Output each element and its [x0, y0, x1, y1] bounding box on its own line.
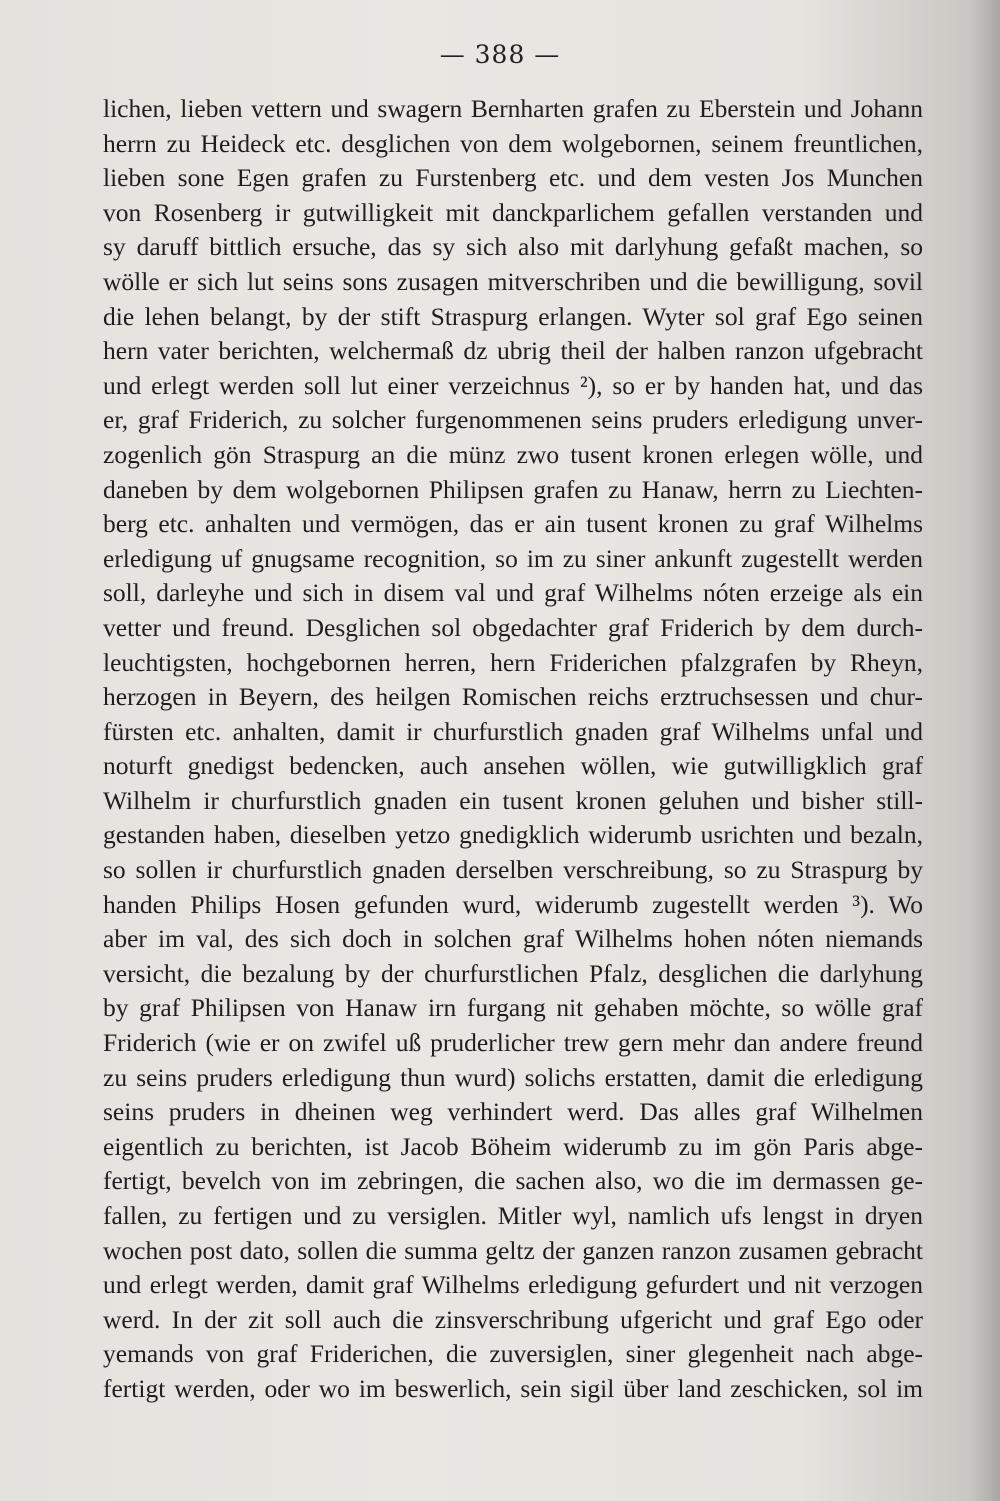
- text-line: und erlegt werden soll lut einer verzeichnus ²), so er by handen hat, und das: [103, 370, 923, 400]
- text-line: sy daruff bittlich ersuche, das sy sich also mit darlyhung gefaßt machen, so: [103, 232, 923, 262]
- text-line: herrn zu Heideck etc. desglichen von dem wolgebornen, seinem freuntlichen,: [103, 128, 923, 158]
- text-line: lichen, lieben vettern und swagern Bernharten grafen zu Eberstein und Johann: [103, 94, 923, 123]
- text-line: lieben sone Egen grafen zu Furstenberg etc. und dem vesten Jos Munchen: [103, 163, 923, 193]
- text-line: aber im val, des sich doch in solchen graf Wilhelms hohen nóten niemands: [103, 924, 923, 954]
- text-line: daneben by dem wolgebornen Philipsen grafen zu Hanaw, herrn zu Liechten-: [103, 474, 923, 504]
- text-line: leuchtigsten, hochgebornen herren, hern Friderichen pfalzgrafen by Rheyn,: [103, 647, 923, 677]
- text-line: vetter und freund. Desglichen sol obgedachter graf Friderich by dem durch-: [103, 612, 923, 642]
- page-number: — 388 —: [439, 40, 561, 69]
- text-line: herzogen in Beyern, des heilgen Romischen reichs erztruchsessen und chur-: [103, 682, 923, 712]
- body-text: [103, 92, 923, 1407]
- text-line: handen Philips Hosen gefunden wurd, widerumb zugestellt werden ³). Wo: [103, 889, 923, 919]
- text-line: fertigt werden, oder wo im beswerlich, sein sigil über land zeschicken, sol im: [103, 1373, 923, 1403]
- text-line: werd. In der zit soll auch die zinsverschribung ufgericht und graf Ego oder: [103, 1304, 923, 1334]
- text-line: und erlegt werden, damit graf Wilhelms erledigung gefurdert und nit verzogen: [103, 1270, 923, 1300]
- text-line: hern vater berichten, welchermaß dz ubrig theil der halben ranzon ufgebracht: [103, 336, 923, 366]
- text-line: gestanden haben, dieselben yetzo gnedigklich widerumb usrichten und bezaln,: [103, 820, 923, 850]
- text-line: soll, darleyhe und sich in disem val und graf Wilhelms nóten erzeige als ein: [103, 578, 923, 608]
- text-line: berg etc. anhalten und vermögen, das er ain tusent kronen zu graf Wilhelms: [103, 509, 923, 539]
- text-line: Friderich (wie er on zwifel uß pruderlicher trew gern mehr dan andere freund: [103, 1028, 923, 1058]
- text-line: fürsten etc. anhalten, damit ir churfurstlich gnaden graf Wilhelms unfal und: [103, 716, 923, 746]
- text-line: so sollen ir churfurstlich gnaden derselben verschreibung, so zu Straspurg by: [103, 855, 923, 885]
- text-line: fallen, zu fertigen und zu versiglen. Mitler wyl, namlich ufs lengst in dryen: [103, 1201, 923, 1230]
- text-line: zu seins pruders erledigung thun wurd) solichs erstatten, damit die erledigung: [103, 1062, 923, 1092]
- text-line: by graf Philipsen von Hanaw irn furgang nit gehaben möchte, so wölle graf: [103, 993, 923, 1023]
- text-line: zogenlich gön Straspurg an die münz zwo tusent kronen erlegen wölle, und: [103, 439, 923, 469]
- text-line: noturft gnedigst bedencken, auch ansehen wöllen, wie gutwilligklich graf: [103, 751, 923, 781]
- text-line: eigentlich zu berichten, ist Jacob Böheim widerumb zu im gön Paris abge-: [103, 1131, 923, 1161]
- text-line: erledigung uf gnugsame recognition, so im zu siner ankunft zugestellt werden: [103, 543, 923, 573]
- text-line: die lehen belangt, by der stift Straspurg erlangen. Wyter sol graf Ego seinen: [103, 301, 923, 331]
- text-line: fertigt, bevelch von im zebringen, die sachen also, wo die im dermassen ge-: [103, 1166, 923, 1196]
- text-line: von Rosenberg ir gutwilligkeit mit danckparlichem gefallen verstanden und: [103, 197, 923, 227]
- text-line: wochen post dato, sollen die summa geltz der ganzen ranzon zusamen gebracht: [103, 1235, 923, 1265]
- text-line: yemands von graf Friderichen, die zuversiglen, siner glegenheit nach abge-: [103, 1339, 923, 1369]
- text-line: Wilhelm ir churfurstlich gnaden ein tusent kronen geluhen und bisher still-: [103, 785, 923, 815]
- text-line: versicht, die bezalung by der churfurstlichen Pfalz, desglichen die darlyhung: [103, 958, 923, 988]
- text-line: seins pruders in dheinen weg verhindert werd. Das alles graf Wilhelmen: [103, 1097, 923, 1127]
- text-line: er, graf Friderich, zu solcher furgenommenen seins pruders erledigung unver-: [103, 405, 923, 435]
- text-line: wölle er sich lut seins sons zusagen mitverschriben und die bewilligung, sovil: [103, 266, 923, 296]
